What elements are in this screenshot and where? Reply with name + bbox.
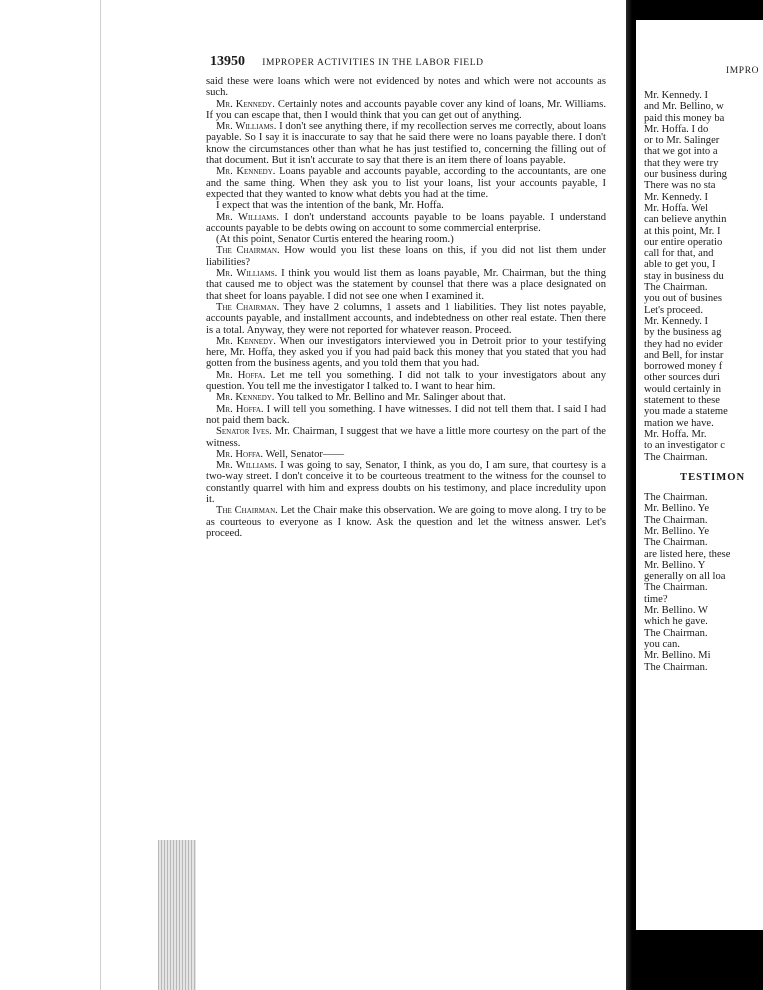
paragraph: [206, 336, 606, 370]
paragraph-text: (At this point, Senator Curtis entered the hearing room.): [216, 234, 454, 246]
paragraph-text: I will tell you something. I have witnesses. I did not tell them that. I said I had not paid them back.: [206, 403, 607, 426]
paragraph-text: I don't see anything there, if my recollection serves me correctly, about loans payable. So I say it is inaccurate to say that he said there were no loans payable there. I don't know the circumstances other than what he has just testified to, concerning the filling out of that document. But it isn't accurate to say that there is an item there of loans payable.: [206, 121, 606, 167]
paragraph: [206, 505, 606, 539]
page-header: [210, 54, 606, 70]
speaker-name: Mr. Williams.: [216, 121, 277, 133]
right-line: The Chairman.: [644, 451, 708, 463]
paragraph: [206, 404, 606, 427]
paragraph-text: Mr. Chairman, I suggest that we have a little more courtesy on the part of the witness.: [206, 426, 606, 449]
right-line: The Chairman.: [644, 514, 708, 526]
right-line: other sources duri: [644, 372, 720, 384]
page-number: 13950: [210, 54, 245, 69]
paragraph: [206, 212, 606, 235]
right-line: Mr. Bellino. Y: [644, 559, 706, 571]
right-line: stay in business du: [644, 270, 724, 282]
paragraph: [206, 121, 606, 166]
speaker-name: Mr. Williams.: [216, 460, 277, 472]
right-line: they had no evider: [644, 338, 723, 350]
right-line: and Mr. Bellino, w: [644, 101, 724, 113]
right-line: paid this money ba: [644, 112, 725, 124]
speaker-name: Mr. Hoffa.: [216, 369, 266, 381]
right-line: to an investigator c: [644, 440, 725, 452]
paragraph: [206, 302, 606, 336]
speaker-name: Senator Ives.: [216, 426, 272, 438]
right-line: able to get you, I: [644, 259, 716, 271]
paragraph-text: You talked to Mr. Bellino and Mr. Salinger about that.: [274, 392, 506, 404]
right-line: Mr. Kennedy. I: [644, 191, 709, 203]
right-page-text: [644, 90, 763, 673]
right-line: would certainly in: [644, 383, 722, 395]
paragraph-text: Let the Chair make this observation. We are going to move along. I try to be as courteous to everyone as I know. Ask the question and let the witness answer. Let's proceed.: [206, 505, 606, 539]
right-line: our entire operatio: [644, 236, 723, 248]
scan-edge-bottom: [636, 930, 763, 990]
paragraph: [206, 370, 606, 393]
speaker-name: Mr. Kennedy.: [216, 166, 276, 178]
right-line: There was no sta: [644, 180, 716, 192]
right-page-title: IMPRO: [726, 66, 760, 76]
paragraph-text: How would you list these loans on this, if you did not list them under liabilities?: [206, 245, 606, 268]
paragraph-text: Well, Senator——: [263, 448, 345, 460]
right-line: and Bell, for instar: [644, 349, 724, 361]
speaker-name: Mr. Kennedy.: [216, 335, 276, 347]
paragraph: [206, 392, 606, 403]
paragraph-text: When our investigators interviewed you in Detroit prior to your testifying here, Mr. Hoffa, they asked you if you had paid back this money that you stated that you had gotten from the business agents, and you told them that you had.: [206, 335, 606, 370]
speaker-name: The Chairman.: [216, 505, 278, 517]
paragraph-text: said these were loans which were not evidenced by notes and which were not accounts as such.: [206, 76, 606, 99]
right-line: Mr. Hoffa. Mr.: [644, 428, 707, 440]
speaker-name: Mr. Kennedy.: [216, 98, 275, 110]
speaker-name: The Chairman.: [216, 301, 280, 313]
speaker-name: Mr. Williams.: [216, 211, 280, 223]
right-line: The Chairman.: [644, 282, 708, 294]
right-line: Mr. Kennedy. I: [644, 315, 709, 327]
right-line: at this point, Mr. I: [644, 225, 721, 237]
right-line: our business during: [644, 169, 727, 181]
scan-edge-top: [636, 0, 763, 20]
right-line: Mr. Bellino. Mi: [644, 650, 711, 662]
right-line: that they were try: [644, 157, 719, 169]
paragraph: [206, 460, 606, 505]
right-line: you made a stateme: [644, 406, 728, 418]
paragraph: [206, 268, 606, 302]
paragraph: [206, 76, 606, 99]
paragraph-text: They have 2 columns, 1 assets and 1 liabilities. They list notes payable, accounts payable, and installment accounts, and indebtedness on other real estate. Then there is a total. Anyway, they were not reported for whatever reason. Proceed.: [206, 301, 606, 336]
page-title: IMPROPER ACTIVITIES IN THE LABOR FIELD: [262, 58, 484, 68]
binding-shadow: [158, 840, 196, 990]
right-line: Mr. Bellino. Ye: [644, 525, 710, 537]
paragraph-text: Certainly notes and accounts payable cover any kind of loans, Mr. Williams. If you can escape that, then I would think that you can get out of anything.: [206, 98, 606, 121]
speaker-name: Mr. Hoffa.: [216, 403, 264, 415]
right-line: mation we have.: [644, 417, 714, 429]
right-line: you can.: [644, 638, 680, 650]
spacer: [644, 463, 763, 472]
right-line: call for that, and: [644, 248, 714, 260]
paragraph: [206, 99, 606, 122]
right-line: The Chairman.: [644, 492, 708, 504]
right-line: by the business ag: [644, 327, 722, 339]
right-line: that we got into a: [644, 146, 718, 158]
right-line: can believe anythin: [644, 214, 727, 226]
paragraph-text: I don't understand accounts payable to be loans payable. I understand accounts payable to be debts owing on account to some commercial enterprise.: [206, 211, 606, 234]
paragraph: [206, 166, 606, 200]
right-line: borrowed money f: [644, 361, 723, 373]
right-line: Mr. Hoffa. Wel: [644, 202, 709, 214]
paragraph-text: I expect that was the intention of the bank, Mr. Hoffa.: [216, 200, 444, 212]
right-line: statement to these: [644, 395, 720, 407]
speaker-name: Mr. Hoffa.: [216, 448, 264, 460]
right-line: or to Mr. Salinger: [644, 135, 720, 147]
transcript-body: [206, 76, 606, 539]
right-line: Mr. Kennedy. I: [644, 90, 709, 101]
paragraph: [206, 245, 606, 268]
paragraph-text: I think you would list them as loans payable, Mr. Chairman, but the thing that caused me to object was the statement by counsel that there was a place designated on that sheet for loans payable. I did not see one when I examined it.: [206, 268, 606, 302]
paragraph: [206, 449, 606, 460]
right-line: you out of busines: [644, 293, 722, 305]
right-line: which he gave.: [644, 616, 708, 628]
right-line: are listed here, these: [644, 548, 731, 560]
right-line: Mr. Bellino. Ye: [644, 503, 710, 515]
speaker-name: The Chairman.: [216, 245, 280, 257]
spacer: [644, 483, 763, 492]
right-line: Mr. Hoffa. I do: [644, 123, 709, 135]
book-spine: [626, 0, 636, 990]
right-line: Let's proceed.: [644, 304, 703, 316]
right-line: The Chairman.: [644, 627, 708, 639]
right-line: The Chairman.: [644, 582, 708, 594]
paragraph: [206, 426, 606, 449]
right-line: generally on all loa: [644, 571, 726, 583]
right-line: The Chairman.: [644, 537, 708, 549]
paragraph: [206, 234, 606, 245]
right-line: The Chairman.: [644, 661, 708, 673]
speaker-name: Mr. Kennedy.: [216, 392, 275, 404]
speaker-name: Mr. Williams.: [216, 268, 278, 280]
paragraph-text: Loans payable and accounts payable, according to the accountants, are one and the same thing. When they ask you to list your loans, list your accounts payable, I expected that they wanted to know what debts you had at the time.: [206, 166, 606, 200]
paragraph-text: I was going to say, Senator, I think, as you do, I am sure, that courtesy is a two-way street. I don't conceive it to be courteous treatment to the witness for the counsel to constantly quarrel with him and express doubts on his testimony, and place incredulity upon it.: [206, 460, 606, 505]
paragraph: [206, 200, 606, 211]
section-heading: TESTIMON: [680, 471, 746, 483]
paragraph-text: Let me tell you something. I did not talk to your investigators about any question. You tell me the investigator I talked to. I want to hear him.: [206, 369, 607, 393]
right-line: time?: [644, 593, 668, 605]
left-margin: [0, 0, 100, 990]
right-line: Mr. Bellino. W: [644, 605, 708, 617]
